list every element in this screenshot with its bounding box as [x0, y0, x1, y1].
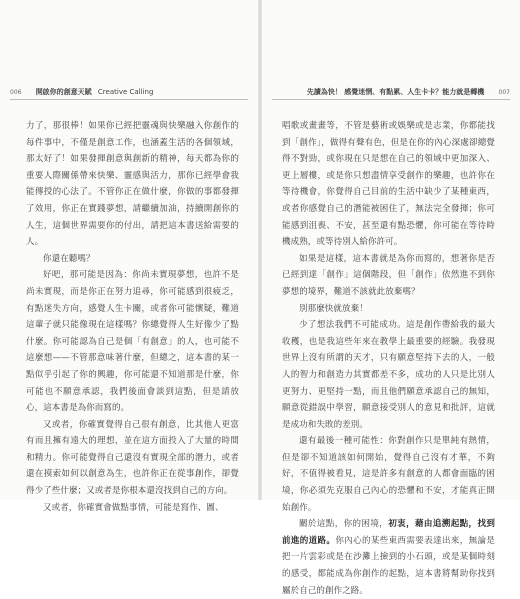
right-paragraph-6-text: 關於這點，你的困境，	[299, 519, 389, 530]
left-page-number: 006	[10, 89, 22, 96]
right-paragraph-5: 還有最後一種可能性：你對創作只是單純有熱情，但是卻不知道該如何開始，覺得自己沒有才華，不夠好，不值得被看見，這是許多有創意的人都會面臨的困境，你必須先克服自己內心的恐懼和不安，才能真正開始創作。	[282, 436, 495, 513]
left-paragraph-3: 好吧，那可能是因為：你尚未實現夢想，也許不是尚未實現，而是你正在努力追尋，你可能感到很疲乏，有點迷失方向，感覺人生卡關，或者你可能懷疑，難道這輩子就只能像現在這樣嗎？你總覺得人生好像少了點什麼。你可能認為自己是個「有創意」的人，也可能不這麼想——不管那意味著什麼，但總之，這本書的某一點似乎引起了你的興趣，你可能還不知道那是什麼，你可能也不願意承認，我們後面會談到這點，但是請放心，這本書是為你而寫的。	[26, 270, 239, 414]
left-body-text	[26, 118, 239, 516]
right-header-title: 先讀為快！ 感覺迷惘、有點累、人生卡卡？能力就是轉機	[306, 88, 485, 96]
right-page-header	[307, 86, 510, 98]
right-page-number: 007	[498, 89, 510, 96]
right-paragraph-6-bold: 初衷，藉由追溯起點，找到前進的道路。	[282, 519, 495, 546]
right-paragraph-2: 如果是這樣，這本書就是為你而寫的，想著你是否已經到達「創作」這個階段，但「創作」依然進不到你夢想的境界，難道不該就此放棄嗎？	[282, 253, 495, 297]
right-paragraph-3: 別那麼快就放棄！	[299, 303, 368, 314]
left-header-title: 開啟你的創意天賦	[35, 88, 92, 96]
right-body-text	[282, 118, 495, 599]
left-paragraph-5: 又或者，你確實會做點事情，可能是寫作、圖、	[43, 502, 224, 513]
right-paragraph-4: 少了想法我們不可能成功。這是創作帶給我的最大收穫，也是我這些年來在教學上最重要的經驗。我發現世界上沒有所謂的天才，只有願意堅持下去的人，一般人的智力和創造力其實都差不多，成功的人只是比別人更努力、更堅持一點，而且他們願意承認自己的無知，願意從錯誤中學習，願意接受別人的意見和批評，這就是成功和失敗的差別。	[282, 320, 495, 430]
right-paragraph-6-tail: 你內心的某些東西需要表達出來，無論是把一片雲彩或是在沙灘上撿到的小石頭，或是某個時刻的感受，都能成為你創作的起點，這本書將幫助你找到屬於自己的創作之路。	[282, 535, 495, 596]
left-paragraph-1: 力了，那很棒！如果你已經把靈魂與快樂融入你創作的每件事中，不僅是創意工作，也涵蓋生活的各個領域，那太好了！如果發揮創意與創新的精神，每天都為你的重要人際關係帶來快樂、靈感與活力，那你已經學會我能傳授的心法了。不管你正在做什麼，你做的事都發揮了效用，你正在實踐夢想，請繼續加油，持續開創你的人生，這個世界需要你的付出，請把這本書送給需要的人。	[26, 121, 239, 248]
right-page	[262, 0, 520, 596]
right-header-rule	[272, 99, 510, 100]
left-header-rule	[10, 99, 248, 100]
left-page-header	[10, 86, 153, 98]
left-header-subtitle: Creative Calling	[97, 88, 154, 96]
left-paragraph-2: 你還在聽嗎？	[43, 253, 95, 264]
left-page	[0, 0, 258, 513]
left-paragraph-4: 又或者，你確實覺得自己很有創意，比其他人更富有而且擁有遠大的理想，並在這方面投入了大量的時間和精力。你可能覺得自己還沒有實現全部的潛力，或者還在摸索如何以創意為生，也許你正在從事創作，卻覺得少了些什麼；又或者是你根本還沒找到自己的方向。	[26, 419, 239, 497]
right-paragraph-1: 唱歌或畫畫等，不管是藝術或娛樂或是志業，你都能找到「創作」，做得有聲有色，但是在你的內心深處卻總覺得不對勁，或你現在只是想在自己的領域中更加深入、更上層樓，或是你只想盡情享受創作的樂趣，也許你在等待機會，你覺得自己目前的生活中缺少了某種東西，或者你感覺自己的潛能被困住了，無法完全發揮；你可能感到沮喪、不安，甚至還有點恐懼，你可能在等待時機成熟，或等待別人給你許可。	[282, 121, 495, 248]
right-paragraph-6	[282, 516, 495, 599]
